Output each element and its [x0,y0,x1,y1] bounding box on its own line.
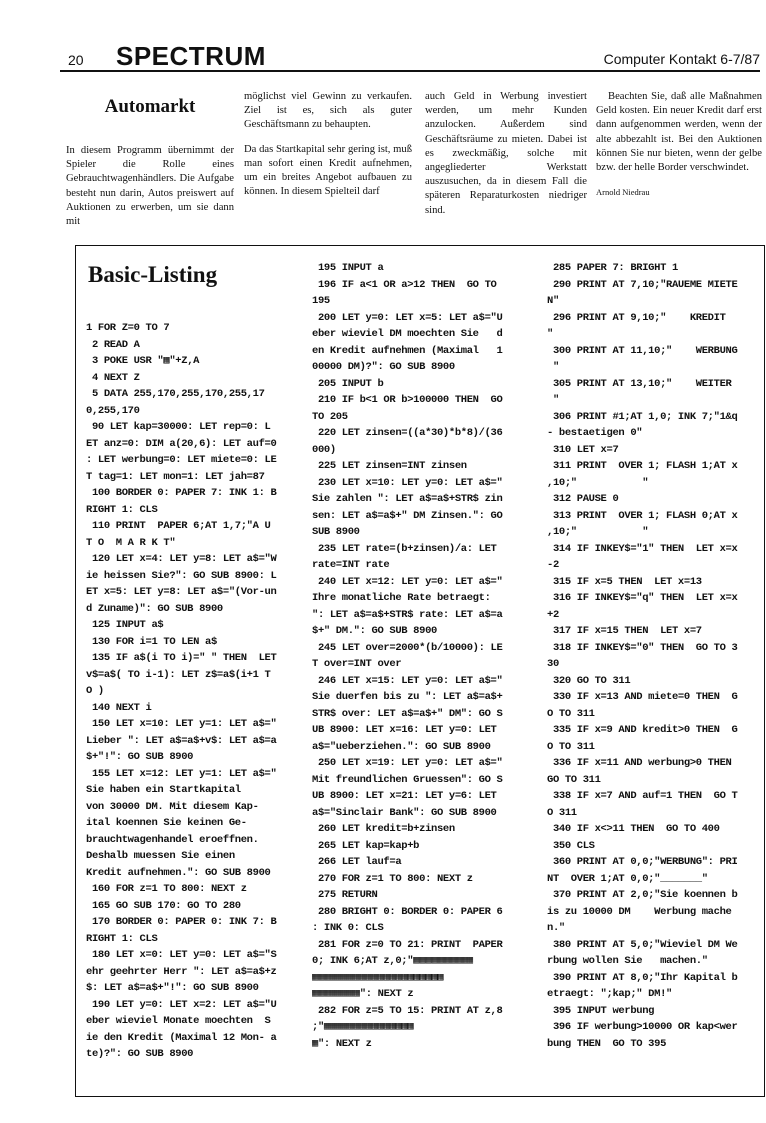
listing-box [75,245,765,1097]
article-paragraph: Da das Startkapital sehr gering ist, muß man sofort einen Kredit aufnehmen, um ein breites Angebot aufbauen zu können. In diesem Spielteil darf [244,143,412,198]
article-column-2 [244,90,412,209]
listing-column-2: 195 INPUT a 196 IF a<1 OR a>12 THEN GO TO 195 200 LET y=0: LET x=5: LET a$="U eber wieviel DM moechten Sie d en Kredit aufnehmen (Maximal 1 00000 DM)?": GO SUB 8900 205 INPUT b 210 IF b<1 OR b>100000 THEN GO TO 205 220 LET zinsen=((a*30)*b*8)/(36 000) 225 LET zinsen=INT zinsen 230 LET x=10: LET y=0: LET a$=" Sie zahlen ": LET a$=a$+STR$ zin sen: LET a$=a$+" DM Zinsen.": GO SUB 8900 235 LET rate=(b+zinsen)/a: LET rate=INT rate 240 LET x=12: LET y=0: LET a$=" Ihre monatliche Rate betraegt: ": LET a$=a$+STR$ rate: LET a$=a $+" DM.": GO SUB 8900 245 LET over=2000*(b/10000): LE T over=INT over 246 LET x=15: LET y=0: LET a$=" Sie duerfen bis zu ": LET a$=a$+ STR$ over: LET a$=a$+" DM": GO S UB 8900: LET x=16: LET y=0: LET a$="ueberziehen.": GO SUB 8900 250 LET x=19: LET y=0: LET a$=" Mit freundlichen Gruessen": GO S UB 8900: LET x=21: LET y=6: LET a$="Sinclair Bank": GO SUB 8900 260 LET kredit=b+zinsen 265 LET kap=kap+b 266 LET lauf=a 270 FOR z=1 TO 800: NEXT z 275 RETURN 280 BRIGHT 0: BORDER 0: PAPER 6 : INK 0: CLS 281 FOR z=0 TO 21: PRINT PAPER 0; INK 6;AT z,0;"▦▦▦▦▦▦▦▦▦▦ ▦▦▦▦▦▦▦▦▦▦▦▦▦▦▦▦▦▦▦▦▦▦ ▦▦▦▦▦▦▦▦": NEXT z 282 FOR z=5 TO 15: PRINT AT z,8 ;"▦▦▦▦▦▦▦▦▦▦▦▦▦▦▦ ▦": NEXT z [312,262,503,1050]
listing-column-1: 1 FOR Z=0 TO 7 2 READ A 3 POKE USR "▦"+Z,A 4 NEXT Z 5 DATA 255,170,255,170,255,17 0,255,170 90 LET kap=30000: LET rep=0: L ET anz=0: DIM a(20,6): LET auf=0 : LET werbung=0: LET miete=0: LE T tag=1: LET mon=1: LET jah=87 100 BORDER 0: PAPER 7: INK 1: B RIGHT 1: CLS 110 PRINT PAPER 6;AT 1,7;"A U T O M A R K T" 120 LET x=4: LET y=8: LET a$="W ie heissen Sie?": GO SUB 8900: L ET x=5: LET y=8: LET a$="(Vor-un d Zuname)": GO SUB 8900 125 INPUT a$ 130 FOR i=1 TO LEN a$ 135 IF a$(i TO i)=" " THEN LET v$=a$( TO i-1): LET z$=a$(i+1 T O ) 140 NEXT i 150 LET x=10: LET y=1: LET a$=" Lieber ": LET a$=a$+v$: LET a$=a $+"!": GO SUB 8900 155 LET x=12: LET y=1: LET a$=" Sie haben ein Startkapital von 30000 DM. Mit diesem Kap- ital koennen Sie keinen Ge- brauchtwagenhandel eroeffnen. Deshalb muessen Sie einen Kredit aufnehmen.": GO SUB 8900 160 FOR z=1 TO 800: NEXT z 165 GO SUB 170: GO TO 280 170 BORDER 0: PAPER 0: INK 7: B RIGHT 1: CLS 180 LET x=0: LET y=0: LET a$="S ehr geehrter Herr ": LET a$=a$+z $: LET a$=a$+"!": GO SUB 8900 190 LET y=0: LET x=2: LET a$="U eber wieviel Monate moechten S ie den Kredit (Maximal 12 Mon- a te)?": GO SUB 8900 [86,322,277,1060]
magazine-title: SPECTRUM [116,41,266,71]
article-paragraph: möglichst viel Gewinn zu verkaufen. Ziel ist es, sich als guter Geschäftsmann zu behaupten. [244,91,412,131]
article-column-4 [596,90,762,199]
article-column-1 [66,90,234,239]
article-paragraph: auch Geld in Werbung investiert werden, um mehr Kunden anzulocken. Außerdem sind Geschäftsräume zu mieten. Dabei ist es zweckmäßig, solche mit angegliederter Werkstatt auszusuchen, da in diesem Fall die späteren Reparaturkosten niedriger sind. [425,91,587,216]
article-headline: Automarkt [104,96,196,117]
listing-column-3: 285 PAPER 7: BRIGHT 1 290 PRINT AT 7,10;"RAUEME MIETE N" 296 PRINT AT 9,10;" KREDIT " 300 PRINT AT 11,10;" WERBUNG " 305 PRINT AT 13,10;" WEITER " 306 PRINT #1;AT 1,0; INK 7;"1&q - bestaetigen 0" 310 LET x=7 311 PRINT OVER 1; FLASH 1;AT x ,10;" " 312 PAUSE 0 313 PRINT OVER 1; FLASH 0;AT x ,10;" " 314 IF INKEY$="1" THEN LET x=x -2 315 IF x=5 THEN LET x=13 316 IF INKEY$="q" THEN LET x=x +2 317 IF x=15 THEN LET x=7 318 IF INKEY$="0" THEN GO TO 3 30 320 GO TO 311 330 IF x=13 AND miete=0 THEN G O TO 311 335 IF x=9 AND kredit>0 THEN G O TO 311 336 IF x=11 AND werbung>0 THEN GO TO 311 338 IF x=7 AND auf=1 THEN GO T O 311 340 IF x<>11 THEN GO TO 400 350 CLS 360 PRINT AT 0,0;"WERBUNG": PRI NT OVER 1;AT 0,0;"_______" 370 PRINT AT 2,0;"Sie koennen b is zu 10000 DM Werbung mache n." 380 PRINT AT 5,0;"Wieviel DM We rbung wollen Sie machen." 390 PRINT AT 8,0;"Ihr Kapital b etraegt: ";kap;" DM!" 395 INPUT werbung 396 IF werbung>10000 OR kap<wer bung THEN GO TO 395 [547,262,738,1050]
issue-label: Computer Kontakt 6-7/87 [603,51,760,67]
listing-title: Basic-Listing [88,262,218,287]
article-column-3 [425,90,587,228]
page-number: 20 [68,52,84,68]
article-paragraph: Beachten Sie, daß alle Maßnahmen Geld kosten. Ein neuer Kredit darf erst dann aufgenommen werden, wenn der alte abbezahlt ist. Bei den Auktionen können Sie nur bieten, wenn der gelbe bzw. der helle Border verschwindet. [596,91,762,174]
author-name: Arnold Niedrau [596,187,650,198]
page-header [60,38,760,72]
article-paragraph: In diesem Programm übernimmt der Spieler die Rolle eines Gebrauchtwagenhändlers. Die Aufgabe besteht nun darin, Autos preiswert auf Auktionen zu erwerben, um sie dann mit [66,145,234,228]
